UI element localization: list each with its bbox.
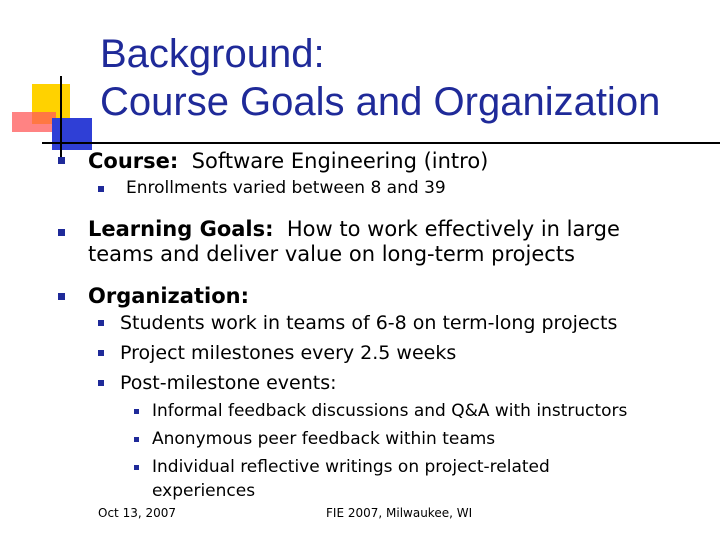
decor-vertical-line [60,76,62,158]
course-label: Course: [88,149,179,173]
event-item: Individual reflective writings on project-related [152,457,550,477]
organization-item: Project milestones every 2.5 weeks [120,342,457,364]
bullet-square-icon [134,465,139,470]
bullet-square-icon [98,380,104,386]
bullet-organization [88,283,249,309]
bullet-square-icon [98,350,104,356]
bullet-square-icon [58,157,65,164]
bullet-learning-goals [88,216,620,242]
bullet-square-icon [98,320,104,326]
footer-venue: FIE 2007, Milwaukee, WI [326,506,473,520]
bullet-square-icon [58,293,65,300]
bullet-square-icon [58,229,65,236]
decor-blue-square [52,118,92,150]
event-item: Anonymous peer feedback within teams [152,429,496,449]
learning-goals-text: How to work effectively in large [286,217,620,241]
bullet-square-icon [98,186,104,192]
slide-title [100,30,660,126]
course-enrollments: Enrollments varied between 8 and 39 [126,178,446,198]
slide-title-line-1: Background: [100,32,325,76]
organization-item: Post-milestone events: [120,372,337,394]
decor-red-bar [12,112,56,132]
organization-item: Students work in teams of 6-8 on term-long projects [120,312,618,334]
organization-label: Organization: [88,284,249,308]
title-divider-line [42,142,720,144]
learning-goals-label: Learning Goals: [88,217,274,241]
event-item: Informal feedback discussions and Q&A with instructors [152,401,628,421]
course-text: Software Engineering (intro) [191,149,489,173]
bullet-square-icon [134,409,139,414]
slide-title-line-2: Course Goals and Organization [100,80,661,124]
footer-date: Oct 13, 2007 [98,506,176,520]
event-item-continuation: experiences [152,481,256,501]
bullet-course [88,148,488,174]
learning-goals-text-line-2: teams and deliver value on long-term projects [88,242,575,266]
bullet-square-icon [134,437,139,442]
